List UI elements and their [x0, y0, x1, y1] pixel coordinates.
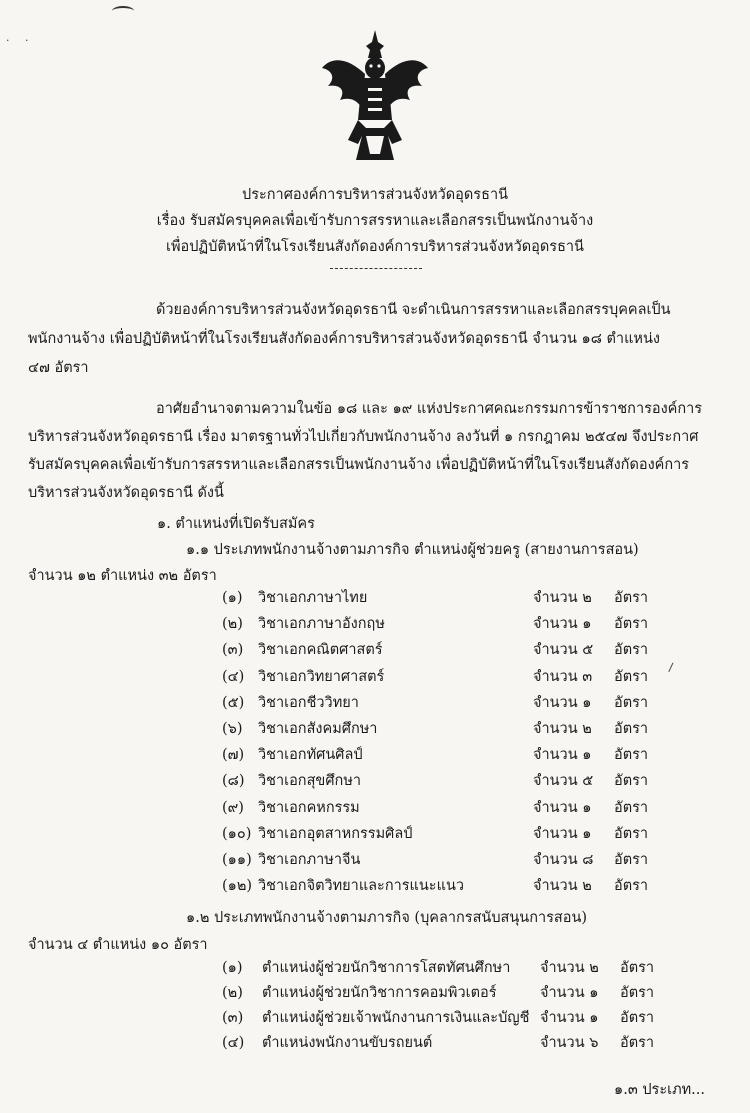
position-number: (๑) [222, 960, 243, 976]
position-unit: อัตรา [620, 985, 655, 1001]
continued-footer: ๑.๓ ประเภท... [614, 1082, 706, 1098]
subject-name: วิชาเอกจิตวิทยาและการแนะแนว [258, 878, 464, 895]
subject-name: วิชาเอกภาษาไทย [258, 590, 368, 606]
subject-count: จำนวน ๕ [533, 642, 594, 659]
subject-name: วิชาเอกทัศนศิลป์ [258, 747, 363, 764]
position-count: จำนวน ๑ [540, 985, 599, 1001]
announcement-subject: เรื่อง รับสมัครบุคคลเพื่อเข้ารับการสรรหาและเลือกสรรเป็นพนักงานจ้าง [156, 213, 594, 229]
subject-count: จำนวน ๒ [533, 590, 592, 606]
position-name: ตำแหน่งผู้ช่วยนักวิชาการคอมพิวเตอร์ [262, 985, 497, 1001]
subject-name: วิชาเอกภาษาจีน [258, 852, 361, 868]
subject-unit: อัตรา [614, 616, 649, 633]
section-heading: ๑. ตำแหน่งที่เปิดรับสมัคร [157, 516, 315, 532]
announcement-title: ประกาศองค์การบริหารส่วนจังหวัดอุดรธานี [242, 187, 508, 203]
subject-number: (๑๒) [222, 878, 253, 895]
subject-name: วิชาเอกคณิตศาสตร์ [258, 642, 383, 659]
subsection-1-1: ๑.๑ ประเภทพนักงานจ้างตามภารกิจ ตำแหน่งผู้ช่วยครู (สายงานการสอน) [186, 542, 639, 558]
subject-unit: อัตรา [614, 668, 649, 685]
position-name: ตำแหน่งผู้ช่วยเจ้าพนักงานการเงินและบัญชี [262, 1010, 530, 1026]
subsection-1-2: ๑.๒ ประเภทพนักงานจ้างตามภารกิจ (บุคลากรสนับสนุนการสอน) [186, 910, 588, 926]
intro-p2-line1: อาศัยอำนาจตามความในข้อ ๑๘ และ ๑๙ แห่งประกาศคณะกรรมการข้าราชการองค์การ [156, 401, 703, 417]
subject-number: (๔) [222, 668, 245, 685]
position-unit: อัตรา [620, 1010, 655, 1026]
subject-count: จำนวน ๒ [533, 878, 592, 895]
garuda-emblem-icon [318, 28, 432, 162]
position-unit: อัตรา [620, 1035, 655, 1051]
subject-unit: อัตรา [614, 825, 649, 842]
position-count: จำนวน ๖ [540, 1035, 599, 1051]
title-divider [330, 268, 422, 269]
subject-number: (๑) [222, 590, 243, 606]
position-count: จำนวน ๑ [540, 1010, 599, 1026]
subject-unit: อัตรา [614, 799, 649, 816]
subject-name: วิชาเอกวิทยาศาสตร์ [258, 668, 385, 685]
position-number: (๒) [222, 985, 243, 1001]
subject-number: (๘) [222, 773, 245, 790]
intro-p1-line1: ด้วยองค์การบริหารส่วนจังหวัดอุดรธานี จะดำเนินการสรรหาและเลือกสรรบุคคลเป็น [156, 302, 671, 318]
subsection-1-2-total: จำนวน ๔ ตำแหน่ง ๑๐ อัตรา [28, 937, 208, 953]
subject-count: จำนวน ๑ [533, 616, 592, 633]
subject-count: จำนวน ๘ [533, 852, 594, 868]
subject-number: (๑๑) [222, 852, 252, 868]
subject-number: (๙) [222, 799, 244, 816]
subject-name: วิชาเอกสังคมศึกษา [258, 721, 378, 737]
subject-unit: อัตรา [614, 721, 649, 737]
subject-number: (๕) [222, 694, 245, 711]
subject-count: จำนวน ๑ [533, 694, 592, 711]
subject-count: จำนวน ๕ [533, 773, 594, 790]
intro-p2-line3: รับสมัครบุคคลเพื่อเข้ารับการสรรหาและเลือกสรรเป็นพนักงานจ้าง เพื่อปฏิบัติหน้าที่ในโรงเรียนสังกัดองค์การ [28, 457, 690, 473]
subject-number: (๗) [222, 747, 245, 764]
subject-unit: อัตรา [614, 694, 649, 711]
subject-count: จำนวน ๑ [533, 747, 592, 764]
subject-unit: อัตรา [614, 773, 649, 790]
scan-mark [112, 6, 134, 16]
check-mark [668, 663, 680, 676]
subject-count: จำนวน ๑ [533, 825, 592, 842]
subject-name: วิชาเอกชีววิทยา [258, 694, 359, 711]
subject-number: (๓) [222, 642, 244, 659]
subject-name: วิชาเอกสุขศึกษา [258, 773, 362, 790]
subject-name: วิชาเอกอุตสาหกรรมศิลป์ [258, 825, 413, 842]
position-name: ตำแหน่งพนักงานขับรถยนต์ [262, 1035, 433, 1051]
position-number: (๔) [222, 1035, 245, 1051]
subject-number: (๒) [222, 616, 243, 633]
position-count: จำนวน ๒ [540, 960, 599, 976]
intro-p1-line2: พนักงานจ้าง เพื่อปฏิบัติหน้าที่ในโรงเรียนสังกัดองค์การบริหารส่วนจังหวัดอุดรธานี จำนวน ๑๘ ตำแหน่ง [28, 331, 660, 347]
subject-count: จำนวน ๑ [533, 799, 592, 816]
position-name: ตำแหน่งผู้ช่วยนักวิชาการโสตทัศนศึกษา [262, 960, 511, 976]
subject-count: จำนวน ๒ [533, 721, 592, 737]
subject-count: จำนวน ๓ [533, 668, 593, 685]
subject-unit: อัตรา [614, 747, 649, 764]
subject-unit: อัตรา [614, 642, 649, 659]
announcement-subject-cont: เพื่อปฏิบัติหน้าที่ในโรงเรียนสังกัดองค์การบริหารส่วนจังหวัดอุดรธานี [166, 239, 584, 255]
subsection-1-1-total: จำนวน ๑๒ ตำแหน่ง ๓๒ อัตรา [28, 568, 217, 584]
intro-p1-line3: ๔๗ อัตรา [28, 360, 89, 376]
intro-p2-line4: บริหารส่วนจังหวัดอุดรธานี ดังนี้ [28, 485, 224, 501]
subject-unit: อัตรา [614, 590, 649, 606]
subject-unit: อัตรา [614, 878, 649, 895]
position-unit: อัตรา [620, 960, 655, 976]
intro-p2-line2: บริหารส่วนจังหวัดอุดรธานี เรื่อง มาตรฐานทั่วไปเกี่ยวกับพนักงานจ้าง ลงวันที่ ๑ กรกฎาคม ๒๕๔๗ จึงประกาศ [28, 429, 699, 445]
subject-unit: อัตรา [614, 852, 649, 868]
subject-number: (๖) [222, 721, 243, 737]
position-number: (๓) [222, 1010, 244, 1026]
scan-dots: · · [6, 34, 35, 47]
subject-name: วิชาเอกภาษาอังกฤษ [258, 616, 385, 633]
subject-name: วิชาเอกคหกรรม [258, 799, 360, 816]
subject-number: (๑๐) [222, 825, 252, 842]
